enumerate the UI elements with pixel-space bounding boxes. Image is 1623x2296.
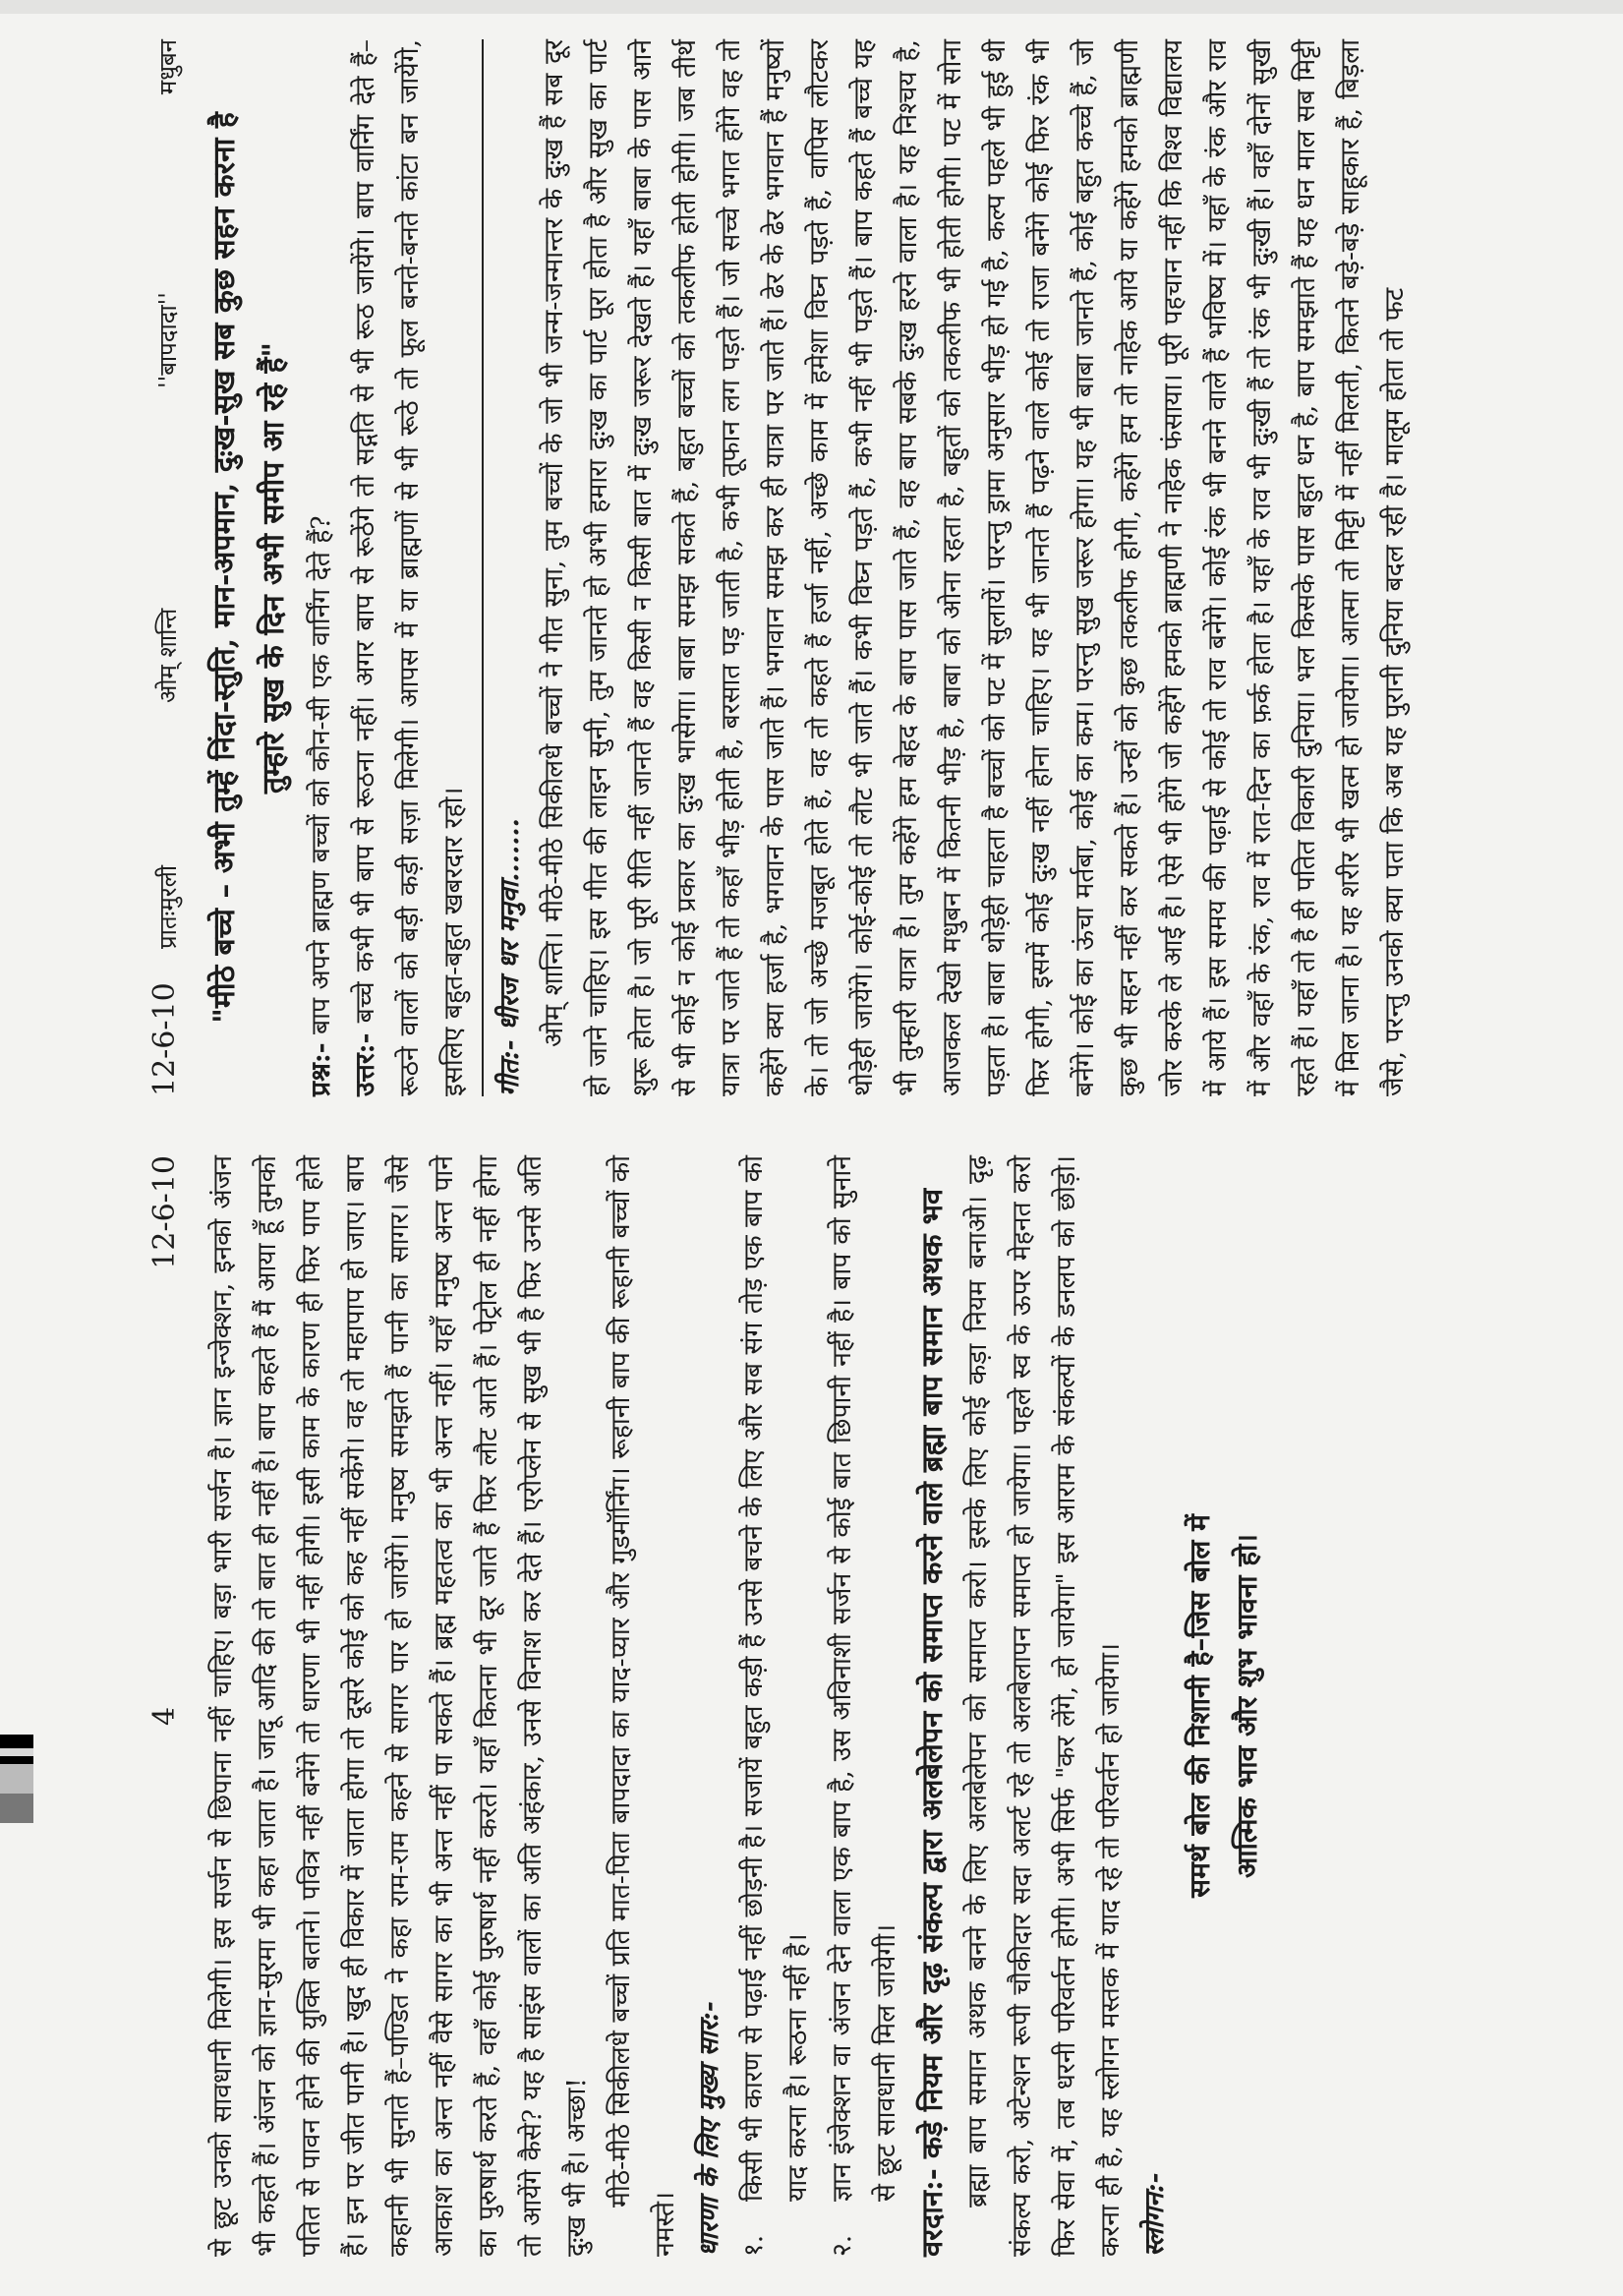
page-date: 12-6-10 [147,982,182,1096]
answer-label: उत्तर:- [350,1032,380,1096]
divider-line [482,39,484,1096]
point-number: २. [827,2234,857,2257]
question-text: बाप अपने ब्राह्मण बच्चों को कौन-सी एक वार्निंग देते हैं? [306,515,336,1034]
vardan-label: वरदान:- [915,2168,949,2257]
dharna-heading: धारणा के लिए मुख्य सार:- [694,2001,725,2257]
place-label: मधुबन [154,39,182,95]
page-date: 12-6-10 [147,1155,182,1269]
song-label: गीत:- [494,1039,525,1096]
vardan-block [908,1155,956,2257]
body-paragraph: मीठे-मीठे सिकीलधे बच्चों प्रति मात-पिता बापदादा का याद-प्यार और गुडमॉर्निंग। रूहानी बाप की रूहानी बच्चों को नमस्ते। [606,1155,680,2257]
body-paragraph: ओम् शान्ति। मीठे-मीठे सिकीलधे बच्चों ने गीत सुना, तुम बच्चों के जो भी जन्म-जन्मान्तर के दुःख हैं सब दूर हो जाने चाहिए। इस गीत की लाइन सुनी, तुम जानते हो अभी हमारा दुःख का पार्ट पूरा होता है और सुख का पार्ट शुरू होता है। जो पूरी रीति नहीं जानते हैं वह किसी न किसी बात में दुःख जरूर देखते हैं। यहाँ बाबा के पास आने से भी कोई न कोई प्रकार का दुःख भासेगा। बाबा समझ सकते हैं, बहुत बच्चों को तकलीफ होती होगी। जब तीर्थ यात्रा पर जाते हैं तो कहाँ भीड़ होती है, बरसात पड़ जाती है, कभी तूफान लग पड़ते हैं। जो सच्चे भगत होंगे वह तो कहेंगे क्या हर्जा है, भगवान के पास जाते हैं। भगवान समझ कर ही यात्रा पर जाते हैं। ढेर के ढेर भगवान हैं मनुष्यों के। तो जो अच्छे मजबूत होते हैं, वह तो कहते हैं हर्जा नहीं, अच्छे काम में हमेशा विघ्न पड़ते हैं, वापिस लौटकर थोड़ेही जायेंगे। कोई-कोई तो लौट भी जाते हैं। कभी विघ्न पड़ते हैं, कभी नहीं भी पड़ते हैं। बाप कहते हैं बच्चे यह भी तुम्हारी यात्रा है। तुम कहेंगे हम बेहद के बाप पास जाते हैं, वह बाप सबके दुःख हरने वाला है। यह निश्चय है, आजकल देखो मधुबन में कितनी भीड़ है, बाबा को ओना रहता है, बहुतों को तकलीफ भी होती होगी। पट में सोना पड़ता है। बाबा थोड़ेही चाहता है बच्चों को पट में सुलायें। परन्तु ड्रामा अनुसार भीड़ हो गई है, कल्प पहले भी हुई थी फिर होगी, इसमें कोई दुःख नहीं होना चाहिए। यह भी जानते हैं पढ़ने वाले कोई तो राजा बनेंगे कोई फिर रंक भी बनेंगे। कोई का ऊंचा मर्तबा, कोई का कम। परन्तु सुख जरूर होगा। यह भी बाबा जानते हैं, कोई बहुत कच्चे हैं, जो कुछ भी सहन नहीं कर सकते हैं। उन्हों को कुछ तकलीफ होगी, कहेंगे हम तो नाहेक आये या कहेंगे हमको ब्राह्मणी जोर करके ले आई है। ऐसे भी होंगे जो कहेंगे हमको ब्राह्मणी ने नाहेक फंसाया। पूरी पहचान नहीं कि विश्व विद्यालय में आये हैं। इस समय की पढ़ाई से कोई तो राव बनेंगे। कोई रंक भी बनने वाले हैं भविष्य में। यहाँ के रंक और राव में और वहाँ के रंक, राव में रात-दिन का फ़र्क होता है। यहाँ के राव भी दुःखी हैं तो रंक भी दुःखी हैं। वहाँ दोनों सुखी रहते हैं। यहाँ तो है ही पतित विकारी दुनिया। भल किसके पास बहुत धन है, बाप समझाते हैं यह धन माल सब मिट्टी में मिल जाना है। यह शरीर भी खत्म हो जायेगा। आत्मा तो मिट्टी में नहीं मिलती, कितने बड़े-बड़े साहूकार हैं, बिड़ला जैसे, परन्तु उनको क्या पता कि अब यह पुरानी दुनिया बदल रही है। मालूम होता तो फट [539,39,1410,1096]
slogan-label: स्लोगन:- [1139,2172,1170,2257]
slogan-line: आत्मिक भाव और शुभ भावना हो। [1231,1533,1263,1879]
answer-text: बच्चे कभी भी बाप से रूठना नहीं। अगर बाप से रूठेंगे तो सद्गति से भी रूठ जायेंगे। बाप वार्निंग देते हैं–रूठने वालों को बड़ी कड़ी सज़ा मिलेगी। आपस में या ब्राह्मणों से भी रूठे तो फूल बनते-बनते कांटा बन जायेंगे, इसलिए बहुत-बहुत खबरदार रहो। [350,39,469,1096]
right-page-header [147,39,193,1096]
dharna-point [820,1155,908,2257]
right-page [0,0,1623,1126]
left-page [0,1126,1623,2296]
song [488,39,532,1096]
bapdada-label: ''बापदादा'' [154,292,182,388]
vardan-paragraph: ब्रह्मा बाप समान अथक बनने के लिए अलबेलेपन को समाप्त करो। इसके लिए कोई कड़ा नियम बनाओ। दृढ़ संकल्प करो, अटेन्शन रूपी चौकीदार सदा अलर्ट रहे तो अलबेलापन समाप्त हो जायेगा। पहले स्व के ऊपर मेहनत करो फिर सेवा में, तब धरनी परिवर्तन होगी। अभी सिर्फ "कर लेंगे, हो जायेगा" इस आराम के संकल्पों के डनलप को छोड़ो। करना ही है, यह स्लोगन मस्तक में याद रहे तो परिवर्तन हो जायेगा। [962,1155,1126,2257]
body-paragraph: से छूट उनको सावधानी मिलेगी। इस सर्जन से छिपाना नहीं चाहिए। बड़ा भारी सर्जन है। ज्ञान इन्जेक्शन, इनको अंजन भी कहते हैं। अंजन को ज्ञान-सुरमा भी कहा जाता है। जादू आदि की तो बात ही नहीं है। बाप कहते हैं मैं आया हूँ तुमको पतित से पावन होने की युक्ति बताने। पवित्र नहीं बनेंगे तो धारणा भी नहीं होगी। इसी काम के कारण ही फिर पाप होते हैं। इन पर जीत पानी है। खुद ही विकार में जाता होगा तो दूसरे कोई को कह नहीं सकेंगे। वह तो महापाप हो जाए। बाप कहानी भी सुनाते हैं–पण्डित ने कहा राम-राम कहने से सागर पार हो जायेंगे। मनुष्य समझते हैं पानी का सागर। जैसे आकाश का अन्त नहीं वैसे सागर का भी अन्त नहीं पा सकते हैं। ब्रह्म महतत्व का भी अन्त नहीं। यहाँ मनुष्य अन्त पाने का पुरुषार्थ करते हैं, वहाँ कोई पुरुषार्थ नहीं करते। यहाँ कितना भी दूर जाते हैं फिर लौट आते हैं। पेट्रोल ही नहीं होगा तो आयेंगे कैसे? यह है साइंस वालों का अति अहंकार, उनसे विनाश कर देते हैं। एरोप्लेन से सुख भी है फिर उनसे अति दुःख भी है। अच्छा! [207,1154,592,2257]
point-text: ज्ञान इंजेक्शन वा अंजन देने वाला एक बाप है, उस अविनाशी सर्जन से कोई बात छिपानी नहीं है। बाप को सुनाने से छूट सावधानी मिल जायेगी। [827,1155,901,2202]
dharna-point [731,1155,820,2257]
question [299,39,343,1096]
page-number: 4 [147,1706,182,1726]
slogan-line: समर्थ बोल की निशानी है–जिस बोल में [1184,1514,1216,1898]
answer [343,39,476,1096]
song-text: धीरज धर मनुवा....... [494,818,525,1031]
left-page-header [147,1155,193,2257]
murli-title-line: "मीठे बच्चे – अभी तुम्हें निंदा-स्तुति, मान-अपमान, दुःख-सुख सब कुछ सहन करना है [207,112,242,1024]
murli-title-line: तुम्हारे सुख के दिन अभी समीप आ रहे हैं" [257,341,291,795]
question-label: प्रश्न:- [306,1042,336,1096]
om-shanti-label: ओम् शान्ति [154,608,182,703]
point-text: किसी भी कारण से पढ़ाई नहीं छोड़नी है। सजायें बहुत कड़ी हैं उनसे बचने के लिए और सब संग तोड़ एक बाप को याद करना है। रूठना नहीं है। [738,1155,813,2202]
murli-label: प्रातःमुरली [154,864,182,949]
point-number: १. [738,2234,769,2257]
vardan-title: कड़े नियम और दृढ़ संकल्प द्वारा अलबेलेपन को समाप्त करने वाले ब्रह्मा बाप समान अथक भव [915,1188,949,2159]
